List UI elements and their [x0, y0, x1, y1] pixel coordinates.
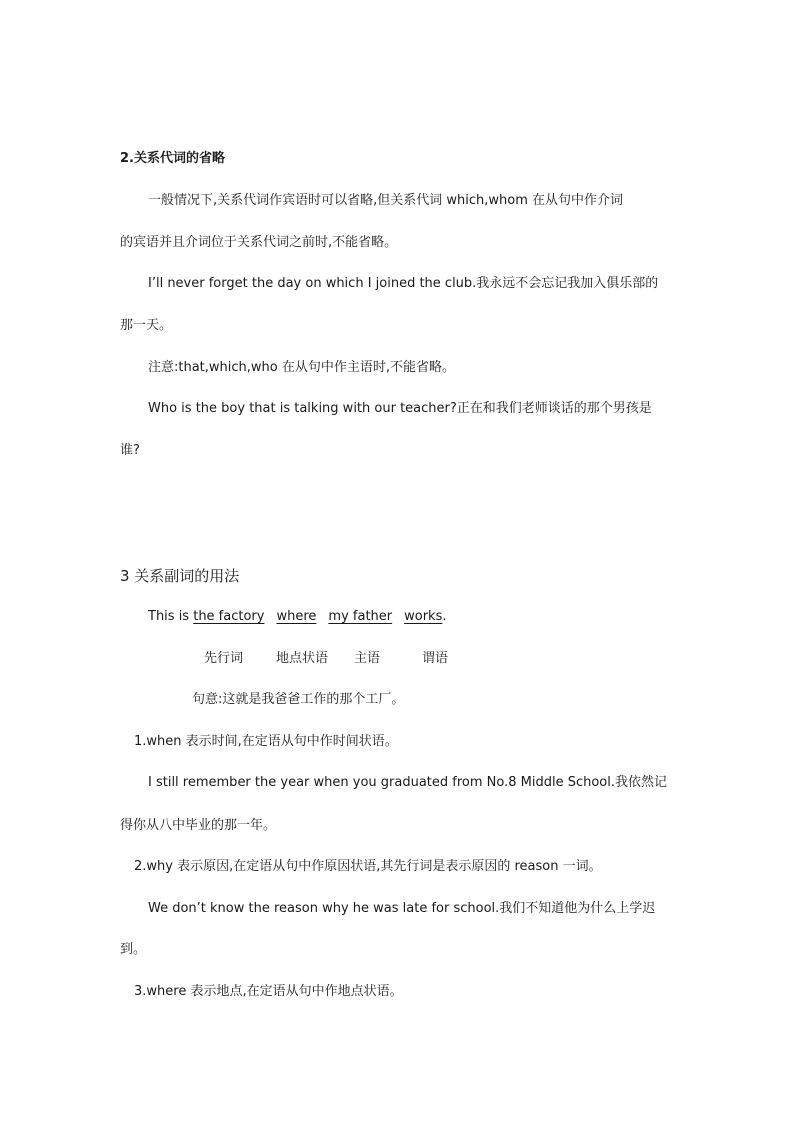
why-example-line1: We don’t know the reason why he was late for school.我们不知道他为什么上学迟	[148, 901, 656, 916]
example-predicate: works	[404, 609, 443, 624]
where-rule: 3.where 表示地点,在定语从句中作地点状语。	[134, 984, 403, 999]
section2-example1-line1: I’ll never forget the day on which I joined the club.我永远不会忘记我加入俱乐部的	[148, 276, 659, 291]
section3-meaning: 句意:这就是我爸爸工作的那个工厂。	[192, 692, 405, 707]
example-suffix: .	[442, 609, 447, 624]
example-prefix: This is	[148, 609, 194, 624]
section2-note: 注意:that,which,who 在从句中作主语时,不能省略。	[148, 360, 456, 375]
when-rule: 1.when 表示时间,在定语从句中作时间状语。	[134, 734, 398, 749]
section2-paragraph-line2: 的宾语并且介词位于关系代词之前时,不能省略。	[120, 235, 398, 250]
section3-example-sentence	[148, 608, 447, 626]
section2-paragraph-line1: 一般情况下,关系代词作宾语时可以省略,但关系代词 which,whom 在从句中作介词	[148, 193, 624, 208]
why-example-line2: 到。	[120, 942, 147, 957]
why-rule: 2.why 表示原因,在定语从句中作原因状语,其先行词是表示原因的 reason 一词。	[134, 859, 602, 874]
role-adverbial-place: 地点状语	[276, 651, 329, 666]
role-subject: 主语	[354, 651, 381, 666]
when-example-line2: 得你从八中毕业的那一年。	[120, 818, 277, 833]
section3-title: 3 关系副词的用法	[120, 567, 240, 585]
example-relative-adverb: where	[276, 609, 317, 624]
section2-example2-line2: 谁?	[120, 443, 140, 458]
role-antecedent: 先行词	[204, 651, 244, 666]
section2-title: 2.关系代词的省略	[120, 151, 225, 166]
example-antecedent: the factory	[193, 609, 265, 624]
role-predicate: 谓语	[422, 651, 449, 666]
when-example-line1: I still remember the year when you graduated from No.8 Middle School.我依然记	[148, 775, 668, 790]
section2-example2-line1: Who is the boy that is talking with our teacher?正在和我们老师谈话的那个男孩是	[148, 401, 652, 416]
example-subject: my father	[328, 609, 393, 624]
section2-example1-line2: 那一天。	[120, 318, 173, 333]
